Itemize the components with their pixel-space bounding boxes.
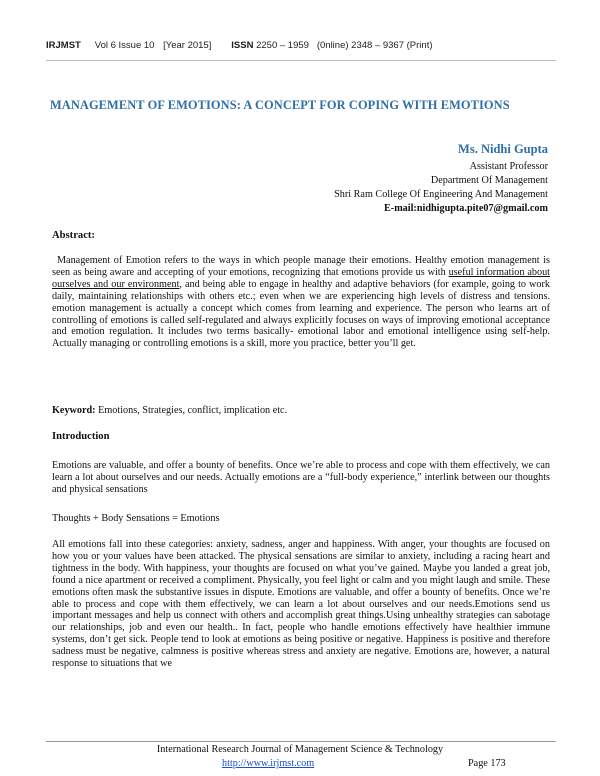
author-position: Assistant Professor [469,161,548,172]
abstract-heading: Abstract: [52,230,95,241]
page-number: Page 173 [468,758,506,769]
abstract-text-start: Management of Emotion refers to the ways in which people manage their emotions. Healthy emotion management is seen as being aware and accepting of your emotions, recognizing that emotions provide us with [52,255,550,278]
journal-abbr: IRJMST [46,40,81,51]
year: [Year 2015] [163,40,212,51]
equation-line: Thoughts + Body Sensations = Emotions [52,513,220,524]
footer-divider [46,741,556,742]
paper-title: MANAGEMENT OF EMOTIONS: A CONCEPT FOR COPING WITH EMOTIONS [50,98,510,112]
introduction-para-1: Emotions are valuable, and offer a bounty of benefits. Once we’re able to process and cope with them effectively, we can learn a lot about ourselves and our needs. Actually emotions are a “full-body experience,” interlink between our thoughts and physical sensations [52,460,550,495]
keywords [52,405,550,416]
introduction-heading: Introduction [52,431,110,442]
author-college: Shri Ram College Of Engineering And Management [334,189,548,200]
author-name: Ms. Nidhi Gupta [458,142,548,156]
introduction-para-2: All emotions fall into these categories: anxiety, sadness, anger and happiness. With anger, your thoughts are focused on how you or your values have been attacked. The physical sensations are similar to anxiety, including a racing heart and tightness in the body. With happiness, your thoughts are focused on what you’ve gained. Maybe you landed a great job, found a nice apartment or received a compliment. Physically, you feel light or calm and you might laugh and smile. These emotions often mask the substantive issues in dispute. Emotions are valuable, and offer a bounty of benefits. Once we’re able to process and cope with them effectively, we can learn a lot about ourselves and our needs.Emotions send us important messages and help us connect with others and accomplish great things.Using unhealthy strategies can sabotage our relationships, job and even our health.. In fact, people who handle emotions effectively have healthier immune systems, don’t get sick. People tend to look at emotions as being positive or negative. Happiness is positive and therefore sadness must be negative, calmness is positive whereas stress and anxiety are negative. Emotions are, however, a natural response to situations that we [52,539,550,670]
author-department: Department Of Management [430,175,548,186]
issn-values: 2250 – 1959 (0nline) 2348 – 9367 (Print) [256,40,433,51]
footer-journal-name: International Research Journal of Management Science & Technology [156,744,444,755]
journal-url-link[interactable]: http://www.irjmst.com [222,758,315,769]
author-email: E-mail:nidhigupta.pite07@gmail.com [384,203,548,214]
abstract-text [52,255,550,350]
issn-label: ISSN [231,40,254,51]
running-header [46,40,556,61]
keyword-label: Keyword: [52,405,96,416]
keyword-list: Emotions, Strategies, conflict, implication etc. [95,405,288,416]
abstract-text-end: , and being able to engage in healthy and adaptive behaviors (for example, going to work daily, maintaining relationships with others etc.; even when we are experiencing high levels of distress and tensions. emotion management is actually a concept which comes from learning and experience. The person who learns art of controlling of emotions is called self-regulated and always explicitly focuses on ways of improving emotional acceptance and emotion regulation. It includes two terms basically- emotional labor and emotional intelligence using self-help. Actually managing or controlling emotions is a skill, more you practice, better you’ll get. [52,278,550,350]
running-footer [0,744,600,769]
author-block [334,142,548,216]
abstract-underlined-phrase: useful information about ourselves and our environment [52,266,550,290]
volume-issue: Vol 6 Issue 10 [94,40,155,51]
